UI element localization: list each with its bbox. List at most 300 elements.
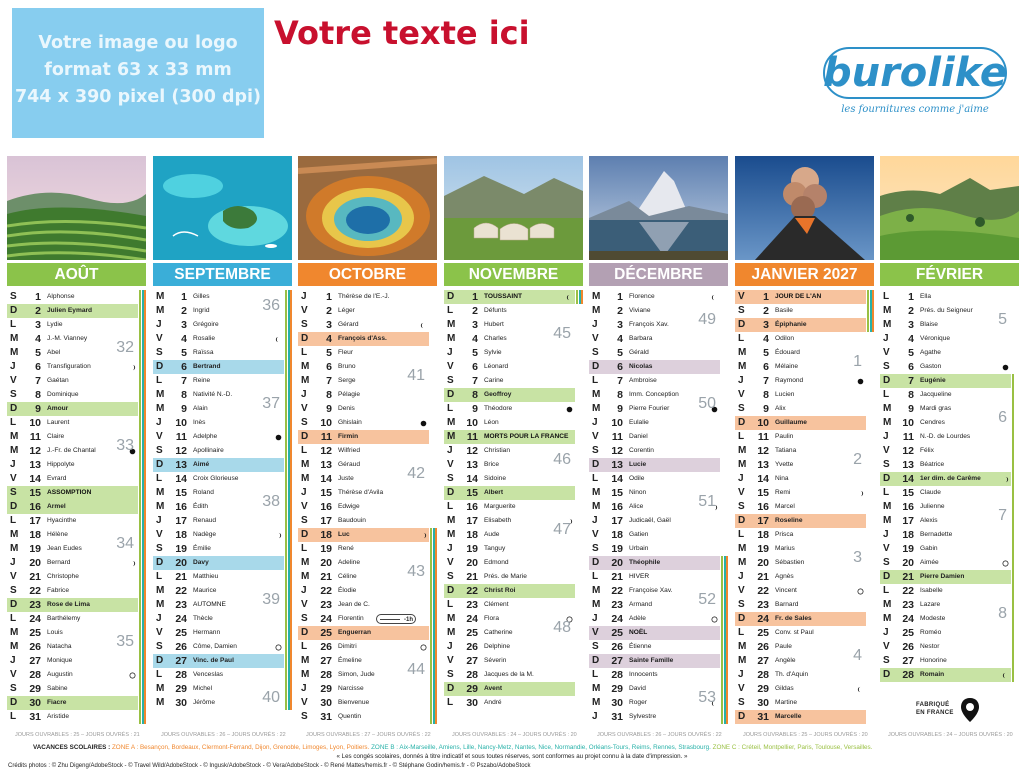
- weekday-letter: L: [156, 571, 163, 582]
- day-number: 9: [617, 403, 623, 415]
- weekday-letter: M: [883, 515, 892, 526]
- full-moon-icon: [275, 644, 282, 651]
- weekday-letter: L: [10, 613, 17, 624]
- weekday-letter: S: [301, 319, 308, 330]
- day-number: 23: [611, 599, 623, 611]
- weekday-letter: L: [592, 375, 599, 386]
- day-number: 20: [320, 557, 332, 569]
- day-number: 11: [320, 431, 332, 443]
- weekday-letter: S: [301, 613, 308, 624]
- saint-name: Claude: [920, 489, 941, 496]
- day-row: [153, 556, 284, 570]
- weekday-letter: M: [156, 697, 165, 708]
- saint-name: Bernard: [47, 559, 71, 566]
- day-number: 2: [326, 305, 332, 317]
- day-row: [444, 682, 575, 696]
- day-number: 1: [326, 291, 332, 303]
- weekday-letter: M: [738, 655, 747, 666]
- weekday-letter: S: [447, 375, 454, 386]
- week-number: 42: [407, 465, 425, 482]
- weekday-letter: M: [883, 417, 892, 428]
- month-photo: [880, 156, 1019, 260]
- day-row: [153, 570, 284, 584]
- day-row: [7, 304, 138, 318]
- day-number: 4: [181, 333, 187, 345]
- logo-placeholder: [12, 8, 264, 138]
- day-number: 4: [763, 333, 769, 345]
- day-row: [880, 458, 1011, 472]
- saint-name: Sylvestre: [629, 713, 657, 720]
- weekday-letter: M: [156, 487, 165, 498]
- weekday-letter: M: [592, 487, 601, 498]
- month-header: JANVIER 2027: [735, 263, 874, 286]
- day-number: 15: [757, 487, 769, 499]
- weekday-letter: D: [301, 333, 309, 344]
- day-row: [153, 395, 284, 416]
- day-number: 13: [466, 459, 478, 471]
- day-row: [444, 402, 575, 416]
- weekday-letter: D: [156, 361, 164, 372]
- weekday-letter: S: [592, 445, 599, 456]
- day-row: [298, 528, 429, 542]
- day-number: 22: [902, 585, 914, 597]
- weekday-letter: V: [738, 291, 745, 302]
- weekday-letter: M: [301, 571, 310, 582]
- saint-name: Abel: [47, 349, 61, 356]
- weekday-letter: M: [738, 445, 747, 456]
- saint-name: Marcel: [775, 503, 795, 510]
- day-row: [444, 472, 575, 486]
- saint-name: Claire: [47, 433, 65, 440]
- day-row: [7, 584, 138, 598]
- month-header: AOÛT: [7, 263, 146, 286]
- weekday-letter: M: [10, 347, 19, 358]
- saint-name: Thérèse de l'E.-J.: [338, 293, 390, 300]
- saint-name: Lucien: [775, 391, 795, 398]
- day-row: [153, 346, 284, 360]
- saint-name: Carine: [484, 377, 504, 384]
- weekday-letter: S: [301, 417, 308, 428]
- day-number: 6: [908, 361, 914, 373]
- day-row: [298, 612, 429, 626]
- saint-name: Daniel: [629, 433, 648, 440]
- day-number: 9: [326, 403, 332, 415]
- day-row: [153, 542, 284, 556]
- month-photo: [7, 156, 146, 260]
- day-row: [153, 360, 284, 374]
- day-number: 27: [757, 655, 769, 667]
- day-row: [589, 612, 720, 626]
- day-number: 7: [472, 375, 478, 387]
- day-row: [880, 388, 1011, 402]
- day-number: 4: [617, 333, 623, 345]
- saint-name: Vincent: [775, 587, 797, 594]
- first-quarter-moon-icon: [857, 490, 864, 497]
- saint-name: Julienne: [920, 503, 945, 510]
- made-in-line: FABRIQUÉ: [916, 702, 950, 708]
- day-number: 30: [611, 697, 623, 709]
- day-row: [153, 416, 284, 430]
- day-row: [589, 332, 720, 346]
- saint-name: Wilfried: [338, 447, 360, 454]
- day-row: [735, 626, 866, 640]
- day-number: 22: [757, 585, 769, 597]
- day-number: 17: [611, 515, 623, 527]
- working-days: JOURS OUVRABLES : 26 – JOURS OUVRÉS : 22: [161, 732, 286, 738]
- day-row: [7, 612, 138, 626]
- month-photo: [444, 156, 583, 260]
- day-number: 12: [902, 445, 914, 457]
- day-number: 22: [611, 585, 623, 597]
- day-row: [298, 416, 429, 430]
- day-number: 16: [175, 501, 187, 513]
- saint-name: Christophe: [47, 573, 79, 580]
- saint-name: Martine: [775, 699, 797, 706]
- weekday-letter: V: [883, 347, 890, 358]
- weekday-letter: S: [738, 305, 745, 316]
- day-number: 4: [326, 333, 332, 345]
- day-row: [444, 542, 575, 556]
- saint-name: Élodie: [338, 587, 357, 594]
- saint-name: Défunts: [484, 307, 507, 314]
- saint-name: Paule: [775, 643, 792, 650]
- saint-name: Evrard: [47, 475, 67, 482]
- working-days: JOURS OUVRABLES : 27 – JOURS OUVRÉS : 22: [306, 732, 431, 738]
- day-number: 14: [902, 473, 914, 485]
- day-row: [444, 486, 575, 500]
- day-row: [7, 458, 138, 472]
- day-row: [7, 339, 138, 360]
- saint-name: Odilon: [775, 335, 795, 342]
- saint-name: Marguerite: [484, 503, 516, 510]
- day-number: 22: [175, 585, 187, 597]
- day-number: 23: [902, 599, 914, 611]
- saint-name: Simon, Jude: [338, 671, 375, 678]
- weekday-letter: L: [156, 375, 163, 386]
- day-number: 1: [472, 291, 478, 303]
- day-row: [7, 388, 138, 402]
- saint-name: Armel: [47, 503, 66, 510]
- day-number: 24: [29, 613, 41, 625]
- day-row: [880, 409, 1011, 430]
- weekday-letter: M: [301, 473, 310, 484]
- day-row: [153, 668, 284, 682]
- weekday-letter: M: [738, 543, 747, 554]
- day-number: 11: [29, 431, 41, 443]
- placeholder-line: Votre image ou logo: [38, 33, 238, 53]
- week-number: 32: [116, 339, 134, 356]
- day-row: [880, 654, 1011, 668]
- day-number: 30: [466, 697, 478, 709]
- weekday-letter: S: [883, 459, 890, 470]
- day-row: [298, 486, 429, 500]
- saint-name: Judicaël, Gaël: [629, 517, 671, 524]
- new-moon-icon: [275, 434, 282, 441]
- saint-name: Imm. Conception: [629, 391, 679, 398]
- day-number: 21: [175, 571, 187, 583]
- day-number: 1: [35, 291, 41, 303]
- day-number: 3: [908, 319, 914, 331]
- day-list: [735, 290, 866, 724]
- day-number: 24: [175, 613, 187, 625]
- full-moon-icon: [711, 616, 718, 623]
- day-number: 22: [320, 585, 332, 597]
- saint-name: Bruno: [338, 363, 356, 370]
- day-row: [589, 430, 720, 444]
- week-number: 49: [698, 311, 716, 328]
- day-row: [589, 416, 720, 430]
- day-number: 12: [29, 445, 41, 457]
- day-number: 30: [320, 697, 332, 709]
- day-row: [153, 654, 284, 668]
- saint-name: TOUSSAINT: [484, 293, 522, 300]
- saint-name: Avent: [484, 685, 503, 692]
- day-row: [589, 311, 720, 332]
- vacances-label: VACANCES SCOLAIRES :: [33, 744, 111, 751]
- last-quarter-moon-icon: [275, 336, 282, 343]
- saint-name: Honorine: [920, 657, 947, 664]
- weekday-letter: M: [447, 529, 456, 540]
- weekday-letter: L: [738, 333, 745, 344]
- day-row: [880, 598, 1011, 612]
- day-row: [444, 290, 575, 304]
- saint-name: Julien Eymard: [47, 307, 93, 314]
- saint-name: René: [338, 545, 354, 552]
- day-number: 1: [763, 291, 769, 303]
- saint-name: Hubert: [484, 321, 504, 328]
- day-row: [880, 472, 1011, 486]
- day-row: [7, 682, 138, 696]
- day-number: 13: [175, 459, 187, 471]
- day-number: 28: [175, 669, 187, 681]
- day-number: 30: [175, 697, 187, 709]
- weekday-letter: V: [301, 697, 308, 708]
- day-row: [298, 332, 429, 346]
- weekday-letter: S: [10, 683, 17, 694]
- saint-name: Croix Glorieuse: [193, 475, 239, 482]
- day-number: 22: [466, 585, 478, 597]
- day-number: 26: [902, 641, 914, 653]
- saint-name: François Xav.: [629, 321, 669, 328]
- working-days: JOURS OUVRABLES : 24 – JOURS OUVRÉS : 20: [888, 732, 1013, 738]
- day-number: 7: [35, 375, 41, 387]
- day-number: 27: [466, 655, 478, 667]
- saint-name: Béatrice: [920, 461, 945, 468]
- day-number: 6: [617, 361, 623, 373]
- saint-name: Véronique: [920, 335, 951, 342]
- weekday-letter: J: [10, 655, 16, 666]
- weekday-letter: D: [447, 487, 455, 498]
- day-number: 13: [611, 459, 623, 471]
- saint-name: Isabelle: [920, 587, 943, 594]
- saint-name: Théophile: [629, 559, 661, 566]
- working-days: JOURS OUVRABLES : 24 – JOURS OUVRÉS : 20: [452, 732, 577, 738]
- saint-name: Nativité N.-D.: [193, 391, 233, 398]
- day-row: [735, 514, 866, 528]
- day-number: 29: [320, 683, 332, 695]
- day-list: [444, 290, 575, 710]
- weekday-letter: D: [738, 711, 746, 722]
- day-row: [880, 556, 1011, 570]
- weekday-letter: V: [738, 389, 745, 400]
- weekday-letter: S: [592, 347, 599, 358]
- day-number: 1: [908, 291, 914, 303]
- weekday-letter: D: [447, 585, 455, 596]
- weekday-letter: S: [10, 487, 17, 498]
- day-number: 25: [320, 627, 332, 639]
- day-row: [7, 710, 138, 724]
- day-number: 18: [757, 529, 769, 541]
- location-pin-icon: [960, 697, 980, 723]
- saint-name: Raïssa: [193, 349, 214, 356]
- weekday-letter: J: [156, 613, 162, 624]
- weekday-letter: L: [301, 445, 308, 456]
- week-number: 38: [262, 493, 280, 510]
- day-row: [153, 514, 284, 528]
- saint-name: Viviane: [629, 307, 651, 314]
- day-number: 7: [181, 375, 187, 387]
- weekday-letter: L: [301, 347, 308, 358]
- day-number: 10: [611, 417, 623, 429]
- saint-name: Armand: [629, 601, 653, 608]
- saint-name: Gaston: [920, 363, 942, 370]
- saint-name: Vinc. de Paul: [193, 657, 234, 664]
- day-number: 21: [466, 571, 478, 583]
- day-number: 26: [611, 641, 623, 653]
- day-row: [735, 374, 866, 388]
- day-number: 5: [617, 347, 623, 359]
- weekday-letter: L: [447, 305, 454, 316]
- saint-name: Serge: [338, 377, 356, 384]
- weekday-letter: D: [738, 319, 746, 330]
- day-number: 9: [35, 403, 41, 415]
- day-row: [298, 444, 429, 458]
- saint-name: Laurent: [47, 419, 70, 426]
- saint-name: Étienne: [629, 643, 652, 650]
- weekday-letter: D: [10, 305, 18, 316]
- weekday-letter: S: [883, 361, 890, 372]
- saint-name: Hermann: [193, 629, 221, 636]
- saint-name: Michel: [193, 685, 213, 692]
- day-number: 10: [757, 417, 769, 429]
- weekday-letter: M: [156, 305, 165, 316]
- weekday-letter: J: [738, 669, 744, 680]
- saint-name: Raymond: [775, 377, 804, 384]
- saint-name: Reine: [193, 377, 211, 384]
- day-number: 10: [29, 417, 41, 429]
- weekday-letter: S: [10, 389, 17, 400]
- day-row: [298, 682, 429, 696]
- saint-name: Venceslas: [193, 671, 224, 678]
- saint-name: 1er dim. de Carême: [920, 475, 981, 482]
- weekday-letter: L: [10, 515, 17, 526]
- weekday-letter: D: [156, 557, 164, 568]
- saint-name: Rosalie: [193, 335, 215, 342]
- weekday-letter: M: [738, 347, 747, 358]
- weekday-letter: V: [156, 431, 163, 442]
- saint-name: Basile: [775, 307, 793, 314]
- saint-name: Inès: [193, 419, 206, 426]
- day-row: [444, 304, 575, 318]
- day-list: [153, 290, 284, 710]
- weekday-letter: M: [301, 557, 310, 568]
- day-list: [880, 290, 1011, 682]
- day-number: 17: [175, 515, 187, 527]
- weekday-letter: V: [447, 361, 454, 372]
- day-row: [7, 374, 138, 388]
- saint-name: Nicolas: [629, 363, 653, 370]
- day-number: 16: [611, 501, 623, 513]
- day-number: 25: [611, 627, 623, 639]
- saint-name: Narcisse: [338, 685, 364, 692]
- saint-name: MORTS POUR LA FRANCE: [484, 433, 569, 440]
- day-number: 11: [902, 431, 914, 443]
- day-row: [589, 570, 720, 584]
- day-number: 5: [35, 347, 41, 359]
- day-row: [589, 395, 720, 416]
- day-number: 17: [466, 515, 478, 527]
- burolike-logo: [820, 46, 1010, 118]
- day-row: [880, 500, 1011, 514]
- weekday-letter: M: [447, 431, 456, 442]
- saint-name: Corentin: [629, 447, 654, 454]
- day-number: 15: [320, 487, 332, 499]
- day-row: [589, 640, 720, 654]
- day-number: 27: [320, 655, 332, 667]
- weekday-letter: V: [156, 529, 163, 540]
- day-number: 8: [763, 389, 769, 401]
- day-row: [880, 668, 1011, 682]
- day-number: 6: [472, 361, 478, 373]
- weekday-letter: L: [447, 599, 454, 610]
- day-number: 23: [175, 599, 187, 611]
- day-row: [298, 500, 429, 514]
- day-row: [7, 360, 138, 374]
- weekday-letter: L: [156, 669, 163, 680]
- day-number: 4: [35, 333, 41, 345]
- day-number: 29: [611, 683, 623, 695]
- day-row: [7, 570, 138, 584]
- week-number: 34: [116, 535, 134, 552]
- day-row: [735, 640, 866, 654]
- day-number: 18: [902, 529, 914, 541]
- day-row: [880, 486, 1011, 500]
- day-number: 15: [611, 487, 623, 499]
- weekday-letter: V: [447, 557, 454, 568]
- weekday-letter: M: [301, 375, 310, 386]
- day-row: [153, 297, 284, 318]
- weekday-letter: M: [592, 697, 601, 708]
- day-number: 20: [611, 557, 623, 569]
- first-quarter-moon-icon: [275, 532, 282, 539]
- saint-name: Hippolyte: [47, 461, 75, 468]
- saint-name: Bienvenue: [338, 699, 370, 706]
- weekday-letter: V: [301, 403, 308, 414]
- weekday-letter: J: [883, 333, 889, 344]
- day-row: [7, 416, 138, 430]
- day-number: 28: [902, 669, 914, 681]
- weekday-letter: V: [10, 473, 17, 484]
- day-number: 24: [320, 613, 332, 625]
- weekday-letter: L: [883, 389, 890, 400]
- day-row: [589, 556, 720, 570]
- weekday-letter: J: [301, 585, 307, 596]
- saint-name: Transfiguration: [47, 363, 91, 370]
- saint-name: Christ Roi: [484, 587, 516, 594]
- day-row: [298, 430, 429, 444]
- day-number: 25: [466, 627, 478, 639]
- weekday-letter: V: [301, 305, 308, 316]
